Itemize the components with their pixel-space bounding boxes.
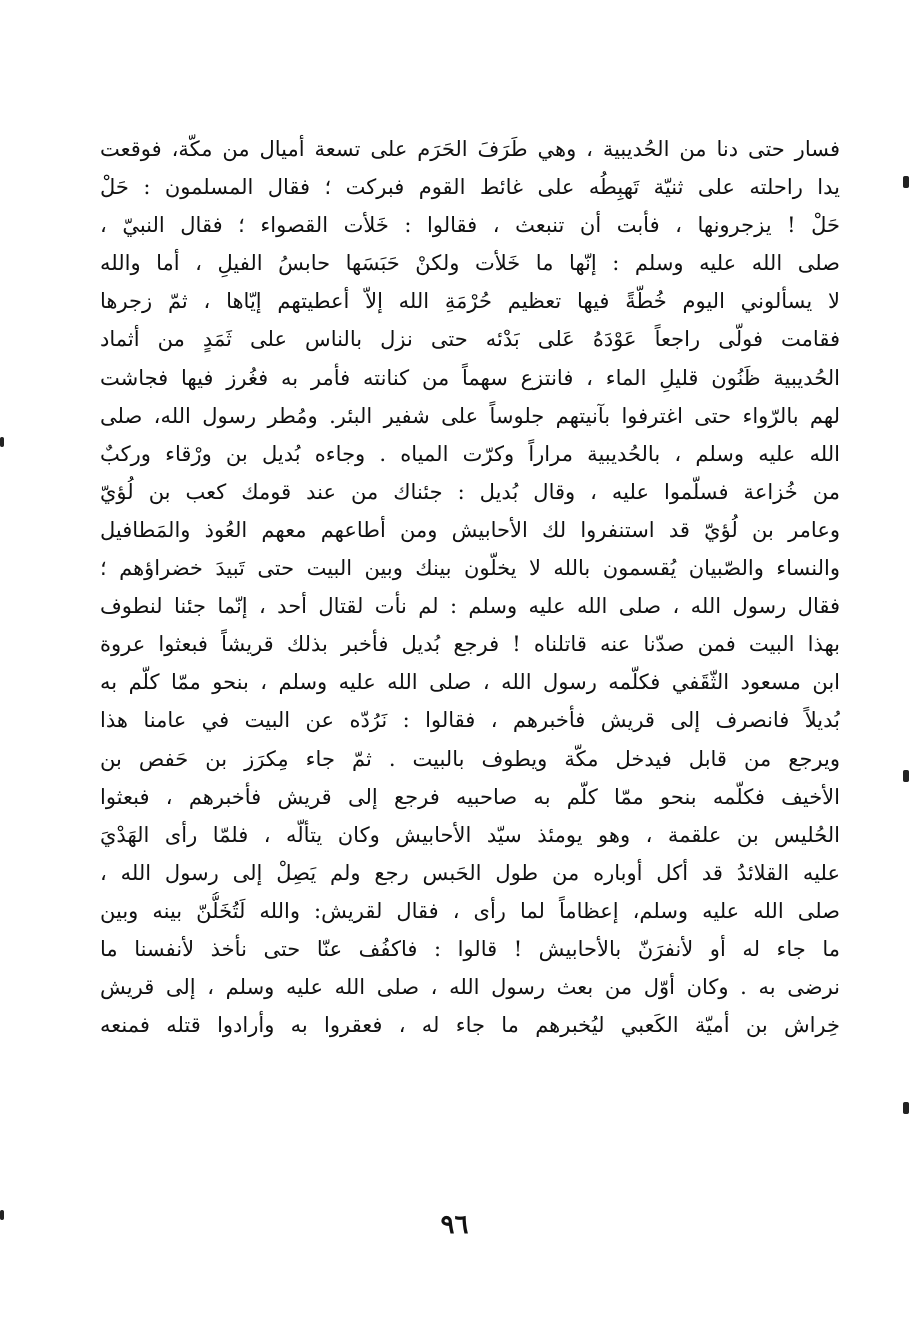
scan-mark-right-middle <box>903 770 909 782</box>
text-line: صلى الله عليه وسلم، إعظاماً لما رأى ، فقال لقريش: والله لَتُخَلُّنّ بينه وبين <box>100 898 840 923</box>
text-line: لا يسألوني اليوم خُطّةً فيها تعظيم حُرْمَةِ الله إلاّ أعطيتهم إيّاها ، ثمّ زجرها <box>100 289 840 314</box>
text-line: الحُديبية ظَنُون قليلِ الماء ، فانتزع سهماً من كنانته فأمر به فغُرز فيها فجاشت <box>100 365 840 390</box>
text-line: بُديلاً فانصرف إلى قريش فأخبرهم ، فقالوا : نَرُدّه عن البيت في عامنا هذا <box>100 708 840 733</box>
page-number: ٩٦ <box>440 1210 469 1240</box>
text-line: ابن مسعود الثّقَفي فكلّمه رسول الله ، صلى الله عليه وسلم ، بنحو ممّا كلّم به <box>100 670 840 695</box>
text-line: فسار حتى دنا من الحُديبية ، وهي طَرَفَ الحَرَم على تسعة أميال من مكّة، فوقعت <box>100 137 840 161</box>
text-line: حَلْ ! يزجرونها ، فأبت أن تنبعث ، فقالوا : خَلأت القصواء ؛ فقال النبيّ ، <box>100 213 840 238</box>
text-line: الحُليس بن علقمة ، وهو يومئذ سيّد الأحابيش وكان يتألّه ، فلمّا رأى الهَدْيَ <box>100 822 840 847</box>
text-line: الأخيف فكلّمه بنحو ممّا كلّم به صاحبيه فرجع إلى قريش فأخبرهم ، فبعثوا <box>100 784 840 809</box>
body-text <box>100 130 840 1044</box>
text-line: فقامت فولّى راجعاً عَوْدَهُ عَلى بَدْئه حتى نزل بالناس على ثَمَدٍ من أثماد <box>100 327 840 352</box>
scan-mark-left-bottom <box>0 1210 4 1220</box>
scan-mark-right-bottom <box>903 1102 909 1114</box>
text-line: لهم بالرّواء حتى اغترفوا بآنيتهم جلوساً على شفير البئر. ومُطر رسول الله، صلى <box>100 403 840 428</box>
scan-mark-right-top <box>903 176 909 188</box>
text-line: الله عليه وسلم ، بالحُديبية مراراً وكرّت المياه . وجاءه بُديل بن ورْقاء وركبٌ <box>100 441 840 466</box>
text-line: ويرجع من قابل فيدخل مكّة ويطوف بالبيت . ثمّ جاء مِكرَز بن حَفص بن <box>100 746 840 771</box>
text-line: ما جاء له أو لأنفرَنّ بالأحابيش ! قالوا : فاكفُف عنّا حتى نأخذ لأنفسنا ما <box>100 936 840 961</box>
text-line: خِراش بن أميّة الكَعبي ليُخبرهم ما جاء له ، فعقروا به وأرادوا قتله فمنعه <box>100 1013 840 1038</box>
text-line: يدا راحلته على ثنيّة تَهبِطُه على غائط القوم فبركت ؛ فقال المسلمون : حَلْ <box>100 175 840 200</box>
scan-mark-left-top <box>0 437 4 447</box>
text-line: صلى الله عليه وسلم : إنّها ما خَلأت ولكنْ حَبَسَها حابسُ الفيلِ ، أما والله <box>100 251 840 276</box>
text-line: من خُزاعة فسلّموا عليه ، وقال بُديل : جئناك من عند قومك كعب بن لُؤيّ <box>100 479 840 504</box>
text-line: فقال رسول الله ، صلى الله عليه وسلم : لم نأت لقتال أحد ، إنّما جئنا لنطوف <box>100 594 840 619</box>
text-line: نرضى به . وكان أوّل من بعث رسول الله ، صلى الله عليه وسلم ، إلى قريش <box>100 975 840 1000</box>
text-line: وعامر بن لُؤيّ قد استنفروا لك الأحابيش ومن أطاعهم معهم العُوذ والمَطافيل <box>100 517 840 542</box>
text-line: والنساء والصّبيان يُقسمون بالله لا يخلّون بينك وبين البيت حتى تَبيدَ خضراؤهم ؛ <box>100 556 840 581</box>
text-line: بهذا البيت فمن صدّنا عنه قاتلناه ! فرجع بُديل فأخبر بذلك قريشاً فبعثوا عروة <box>100 632 840 657</box>
text-line: عليه القلائدُ قد أكل أوباره من طول الحَبس رجع ولم يَصِلْ إلى رسول الله ، <box>100 860 840 885</box>
